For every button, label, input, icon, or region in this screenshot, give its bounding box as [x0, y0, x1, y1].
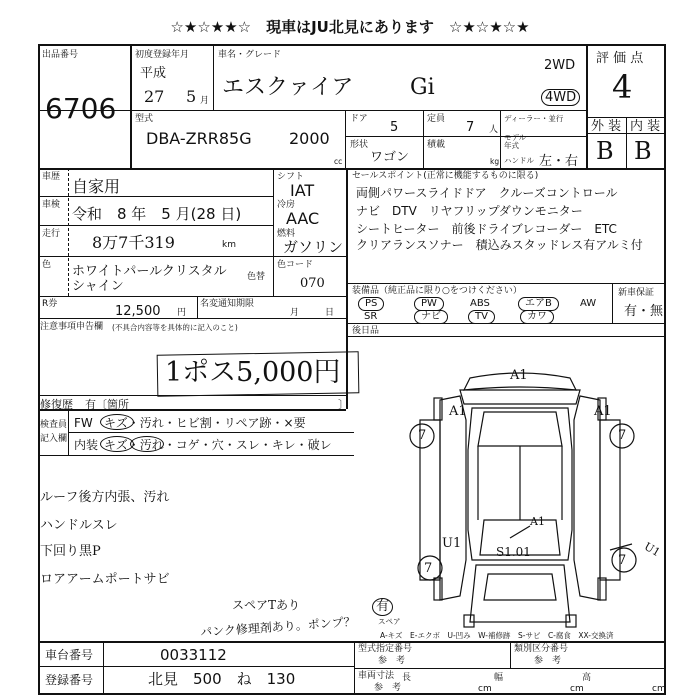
dealer-label: ディーラー・並行: [504, 114, 564, 123]
load-label: 積載: [427, 140, 446, 150]
history-value: 自家用: [72, 177, 121, 196]
inspector-label-1: 検査員: [40, 420, 68, 430]
vehicle-no: 0033112: [160, 646, 227, 664]
name-deadline-label: 名変通知期限: [200, 299, 255, 309]
mileage-unit: km: [222, 240, 236, 250]
mileage-label: 走行: [42, 229, 61, 239]
ac-value: AAC: [286, 209, 320, 228]
score-label: 評 価 点: [596, 51, 644, 66]
dim-length: 長: [402, 673, 412, 683]
capacity-value: 7: [466, 120, 475, 135]
registration-label: 初度登録年月: [135, 50, 190, 60]
grade: Gi: [410, 75, 435, 100]
spare-note: スペアTあり: [232, 598, 301, 612]
lot-number: 6706: [45, 92, 117, 125]
color-name-1: ホワイトパールクリスタル: [72, 264, 227, 279]
equip-ps: PS: [358, 297, 384, 311]
model-label: 型式: [135, 114, 154, 124]
handnote-4: ロアアームポートサビ: [40, 572, 170, 587]
interior-legend-label: 内装: [74, 438, 99, 452]
car-name: エスクァイア: [222, 75, 354, 100]
mark-s1-center: S1.01: [496, 545, 531, 559]
color-name-2: シャイン: [72, 279, 124, 294]
registration-era: 平成: [140, 66, 167, 81]
shift-label: シフト: [277, 172, 305, 182]
dim-width: 幅: [494, 673, 504, 683]
door-count: 5: [390, 120, 399, 135]
mark-7-front-left: 7: [418, 428, 427, 443]
fw-label: FW: [74, 416, 93, 430]
sales-line-4: クリアランスソナー 積込みスタッドレス有アルミ付: [356, 238, 643, 252]
door-label: ドア: [350, 114, 368, 124]
color-code-label: 色コード: [277, 260, 314, 270]
drive-2wd: 2WD: [544, 58, 576, 73]
equip-pw: PW: [414, 297, 444, 311]
handnote-3: 下回り黒P: [40, 544, 101, 559]
handle-value: 左・右: [539, 154, 579, 169]
load-unit: kg: [490, 157, 500, 166]
vehicle-no-label: 車台番号: [45, 648, 94, 662]
dims-label: 車両寸法: [358, 671, 395, 681]
mark-u1-right: U1: [641, 539, 663, 560]
fuel-label: 燃料: [277, 229, 296, 239]
recycle-unit: 円: [177, 308, 187, 318]
equip-leather: カワ: [520, 310, 554, 324]
int-circle-1: [100, 436, 134, 452]
capacity-unit: 人: [489, 125, 499, 135]
mark-u1-left: U1: [442, 536, 462, 551]
mark-a1-roof: A1: [510, 368, 528, 383]
color-change-label: 色替: [247, 272, 266, 282]
month-unit: 月: [200, 96, 210, 106]
equip-label: 装備品（純正品に限り○をつけください）: [352, 286, 522, 296]
notice-note: (不具合内容等を具体的に記入のこと): [112, 323, 238, 332]
int-circle-2: [130, 436, 164, 452]
dim-height-cm: cm: [652, 684, 666, 694]
body-shape: ワゴン: [370, 150, 410, 165]
spare-mark-label: スペア: [378, 617, 401, 626]
after-items-label: 後日品: [352, 326, 380, 336]
exterior-score: B: [596, 137, 614, 165]
class-no-sub: 参 考: [534, 656, 562, 666]
mark-a1-right: A1: [594, 404, 612, 419]
mark-7-front-right: 7: [618, 428, 627, 443]
handnote-1: ルーフ後方内張、汚れ: [40, 490, 170, 505]
mark-7-rear-right: 7: [618, 553, 627, 568]
fw-legend: キズ・汚れ・ヒビ割・リペア跡・×要: [104, 416, 306, 430]
type-no-sub: 参 考: [378, 656, 406, 666]
dim-height: 高: [582, 673, 592, 683]
dim-width-cm: cm: [570, 684, 584, 694]
new-warranty-value: 有・無: [624, 304, 664, 319]
sales-line-2: ナビ DTV リヤフリップダウンモニター: [356, 204, 583, 218]
equip-tv: TV: [468, 310, 495, 324]
lot-label: 出品番号: [42, 50, 79, 60]
car-name-label: 車名・グレード: [218, 50, 282, 60]
sales-line-3: シートヒーター 前後ドライブレコーダー ETC: [356, 222, 617, 236]
new-warranty-label: 新車保証: [618, 288, 655, 298]
equip-aw: AW: [580, 298, 597, 309]
displacement: 2000: [289, 129, 330, 148]
history-label: 車歴: [42, 172, 61, 182]
sales-line-1: 両側パワースライドドア クルーズコントロール: [356, 186, 618, 200]
reg-no: 北見 500 ね 130: [148, 670, 296, 688]
deadline-month: 月: [290, 308, 300, 318]
type-no-label: 型式指定番号: [358, 644, 413, 654]
class-no-label: 類別区分番号: [514, 644, 569, 654]
cc-unit: cc: [334, 157, 343, 166]
model-year-label: モデル年式: [504, 133, 527, 150]
mark-7-rear-left: 7: [424, 561, 433, 576]
inspection-label: 車検: [42, 200, 61, 210]
spare-mark: 有: [372, 598, 393, 616]
handle-label: ハンドル: [504, 156, 534, 165]
capacity-label: 定員: [427, 114, 446, 124]
color-label: 色: [42, 260, 52, 270]
equip-navi: ナビ: [414, 310, 448, 324]
score-value: 4: [612, 68, 633, 106]
mark-a1-center: A1: [530, 515, 545, 528]
repair-text: 有〔箇所: [85, 398, 129, 411]
inspector-label-2: 記入欄: [40, 434, 68, 444]
model-code: DBA-ZRR85G: [146, 129, 252, 148]
mileage-value: 8万7千319: [92, 233, 175, 252]
car-damage-diagram: [400, 360, 640, 640]
fuel-value: ガソリン: [283, 238, 344, 256]
sales-label: セールスポイント(正常に機能するものに限る): [352, 171, 539, 181]
equip-airbag: エアB: [518, 297, 559, 311]
recycle-label: R券: [42, 299, 58, 309]
repair-end: 〕: [338, 398, 349, 411]
repair-label: 修復歴: [40, 398, 73, 411]
shift-value: IAT: [290, 181, 315, 200]
exterior-label: 外 装: [591, 119, 622, 134]
notice-text: 1ポス5,000円: [165, 357, 341, 388]
dims-sub: 参 考: [374, 683, 402, 693]
shape-label: 形状: [350, 140, 369, 150]
deadline-day: 日: [325, 308, 335, 318]
mark-a1-left: A1: [449, 404, 467, 419]
inspection-date: 令和 8 年 5 月(28 日): [72, 205, 242, 223]
puncture-note: パンク修理剤あり。ポンプ？: [199, 614, 357, 640]
interior-score: B: [634, 137, 652, 165]
diagram-legend: A-キズ E-エクボ U-凹み W-補修跡 S-サビ C-腐食 XX-交換済: [380, 631, 614, 640]
notice-label: 注意事項申告欄: [40, 322, 104, 332]
equip-sr: SR: [364, 311, 378, 322]
color-code: 070: [300, 276, 325, 291]
registration-year: 27: [144, 87, 165, 106]
interior-legend: キズ・汚れ・コゲ・穴・スレ・キレ・破レ: [104, 438, 332, 452]
recycle-value: 12,500: [115, 304, 161, 319]
registration-month: 5: [186, 87, 197, 106]
banner: ☆★☆★★☆ 現車はJU北見にあります ☆★☆★☆★: [170, 18, 530, 36]
equip-abs: ABS: [470, 298, 490, 309]
dim-length-cm: cm: [478, 684, 492, 694]
interior-label: 内 装: [630, 119, 661, 134]
handnote-2: ハンドルスレ: [40, 518, 118, 533]
fw-circle: [100, 414, 134, 430]
reg-no-label: 登録番号: [45, 673, 94, 687]
drive-4wd: 4WD: [541, 89, 580, 106]
ac-label: 冷房: [277, 200, 296, 210]
